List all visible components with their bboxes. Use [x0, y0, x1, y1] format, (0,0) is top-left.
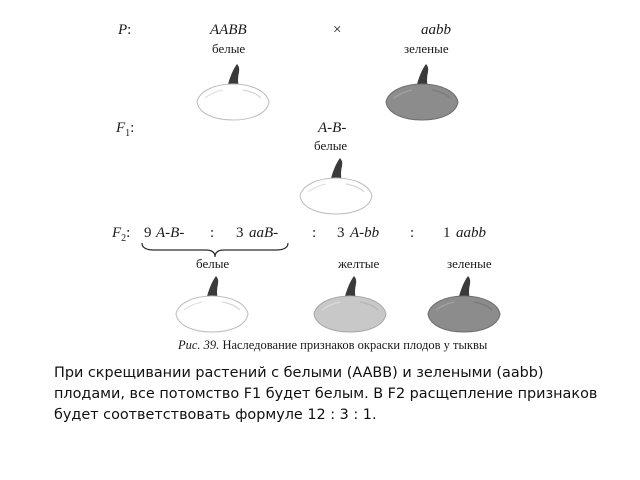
parent1-genotype: AABB: [210, 22, 247, 38]
f2-phenotype-label: желтые: [338, 256, 380, 271]
figure-caption: [178, 338, 487, 353]
f2-ratio-separator: :: [210, 225, 215, 241]
parent2-squash-icon: [382, 58, 462, 122]
f2-phenotype-label: белые: [196, 256, 230, 271]
f2-ratio-separator: :: [312, 225, 317, 241]
cross-symbol: ×: [333, 22, 342, 38]
f1-squash-icon: [296, 152, 376, 216]
f2-class-genotype: aabb: [456, 225, 486, 241]
f1-generation-label: $F_1$:: [116, 120, 135, 139]
f2-white-squash-icon: [172, 270, 252, 334]
parent1-color-label: белые: [212, 41, 246, 56]
f2-phenotype-label: зеленые: [447, 256, 492, 271]
f2-class-count: 9: [144, 225, 152, 241]
f2-class-count: 3: [337, 225, 345, 241]
figure-caption-number: Рис. 39.: [178, 338, 220, 352]
parent2-color-label: зеленые: [404, 41, 449, 56]
parent1-squash-icon: [193, 58, 273, 122]
f2-class-count: 1: [443, 225, 451, 241]
f1-color-label: белые: [314, 138, 348, 153]
f2-generation-label: $F_2$:: [112, 225, 131, 244]
f2-class-count: 3: [236, 225, 244, 241]
f2-yellow-squash-icon: [310, 270, 390, 334]
f2-green-squash-icon: [424, 270, 504, 334]
description-text: При скрещивании растений с белыми (AABB) и зелеными (aabb) плодами, все потомство F1 будет белым. В F2 расщепление признаков будет соответствовать формуле 12 : 3 : 1.: [54, 365, 598, 423]
p-generation-label: P:: [118, 22, 132, 38]
parent2-genotype: aabb: [421, 22, 451, 38]
figure-caption-text: Наследование признаков окраски плодов у тыквы: [222, 338, 488, 352]
f2-class-genotype: A-B-: [156, 225, 185, 241]
f2-class-genotype: A-bb: [350, 225, 380, 241]
f2-ratio-separator: :: [410, 225, 415, 241]
f1-genotype: A-B-: [318, 120, 347, 136]
f2-class-genotype: aaB-: [249, 225, 279, 241]
